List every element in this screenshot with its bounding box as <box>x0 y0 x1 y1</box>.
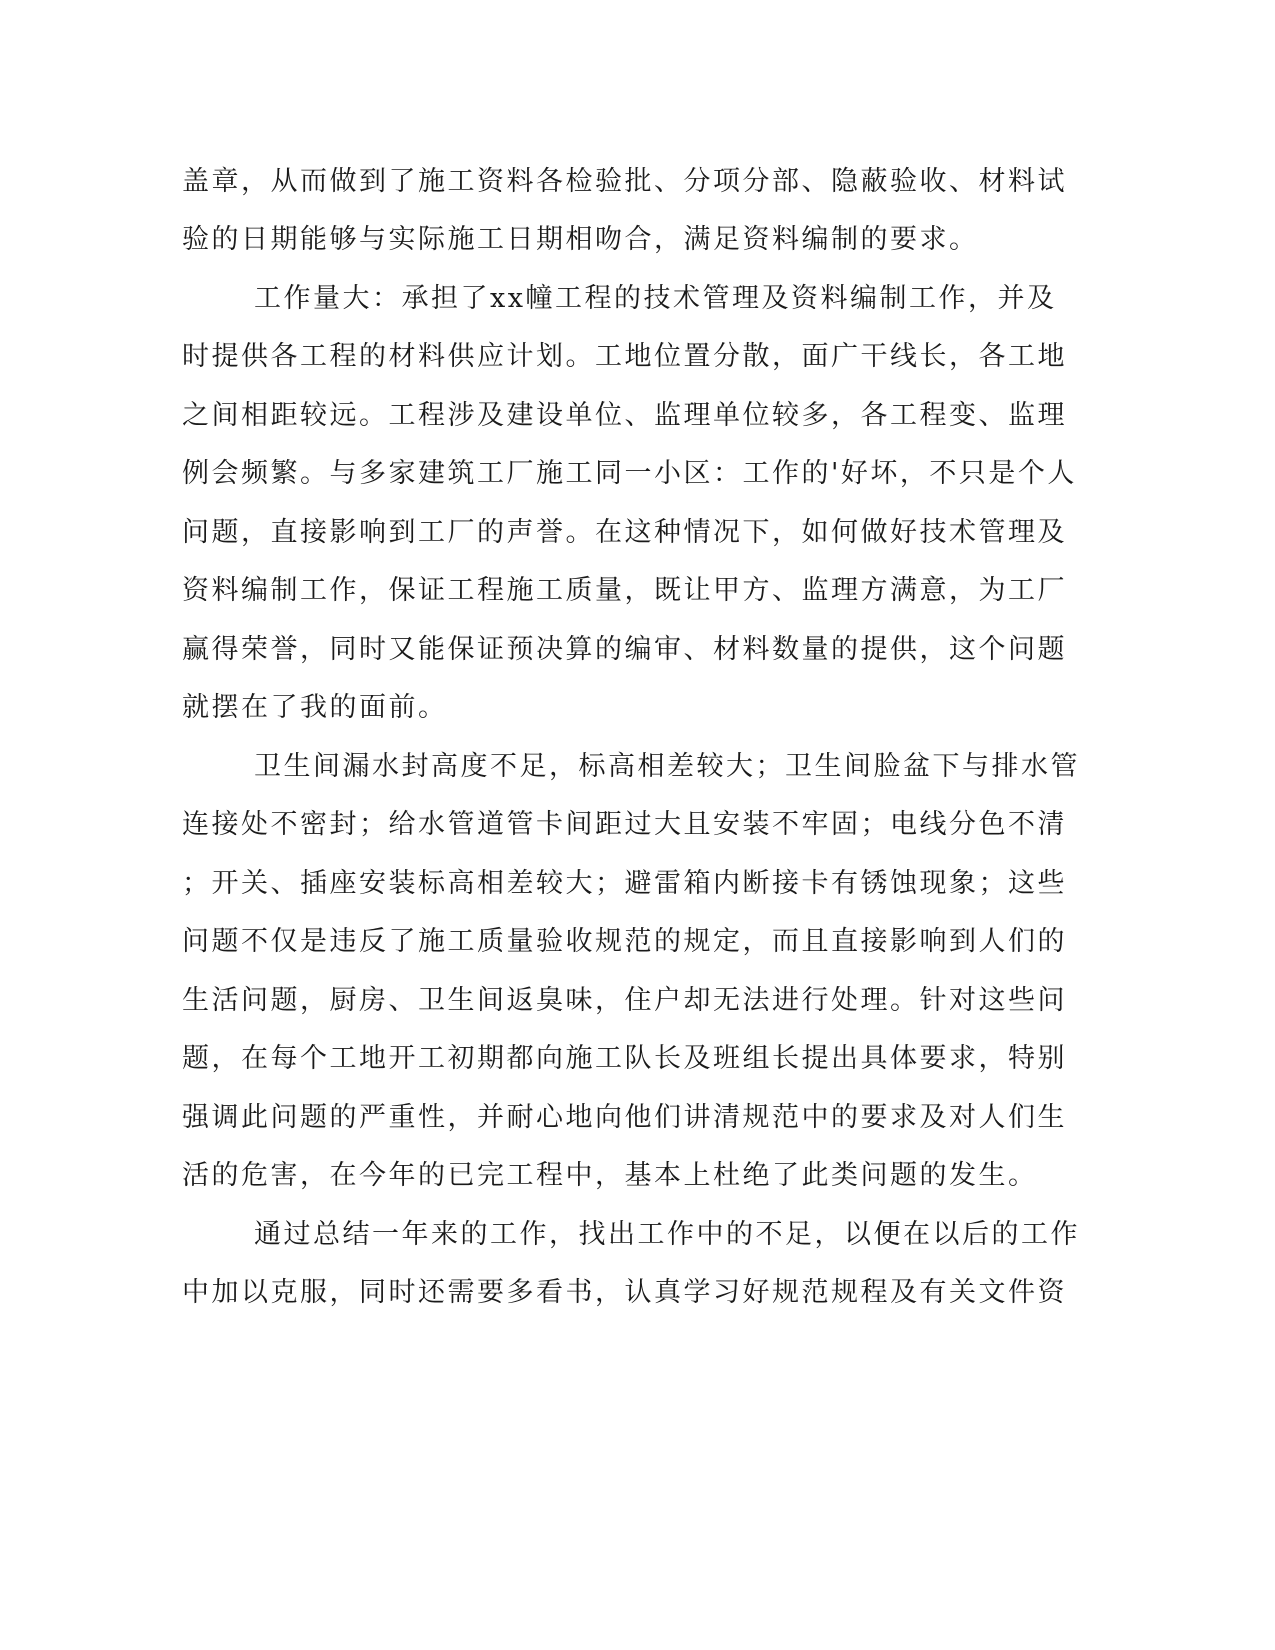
text-line: 赢得荣誉，同时又能保证预决算的编审、材料数量的提供，这个问题 <box>182 634 1067 665</box>
text-line: 验的日期能够与实际施工日期相吻合，满足资料编制的要求。 <box>182 224 979 255</box>
text-line: 连接处不密封；给水管道管卡间距过大且安装不牢固；电线分色不清 <box>182 809 1067 840</box>
text-line: 题，在每个工地开工初期都向施工队长及班组长提出具体要求，特别 <box>182 1043 1067 1074</box>
text-line: 之间相距较远。工程涉及建设单位、监理单位较多，各工程变、监理 <box>182 400 1067 431</box>
text-line: 生活问题，厨房、卫生间返臭味，住户却无法进行处理。针对这些问 <box>182 985 1067 1016</box>
text-line: 问题，直接影响到工厂的声誉。在这种情况下，如何做好技术管理及 <box>182 517 1067 548</box>
text-line: 就摆在了我的面前。 <box>182 692 448 723</box>
text-line: 问题不仅是违反了施工质量验收规范的规定，而且直接影响到人们的 <box>182 926 1067 957</box>
text-line: 强调此问题的严重性，并耐心地向他们讲清规范中的要求及对人们生 <box>182 1102 1067 1133</box>
text-line: 工作量大：承担了xx幢工程的技术管理及资料编制工作，并及 <box>254 283 1057 314</box>
text-line: 例会频繁。与多家建筑工厂施工同一小区：工作的'好坏，不只是个人 <box>182 458 1077 489</box>
text-line: ；开关、插座安装标高相差较大；避雷箱内断接卡有锈蚀现象；这些 <box>182 868 1067 899</box>
text-line: 时提供各工程的材料供应计划。工地位置分散，面广干线长，各工地 <box>182 341 1067 372</box>
text-line: 盖章，从而做到了施工资料各检验批、分项分部、隐蔽验收、材料试 <box>182 166 1067 197</box>
text-line: 资料编制工作，保证工程施工质量，既让甲方、监理方满意，为工厂 <box>182 575 1067 606</box>
text-line: 通过总结一年来的工作，找出工作中的不足，以便在以后的工作 <box>254 1219 1080 1250</box>
text-line: 卫生间漏水封高度不足，标高相差较大；卫生间脸盆下与排水管 <box>254 751 1080 782</box>
text-line: 中加以克服，同时还需要多看书，认真学习好规范规程及有关文件资 <box>182 1277 1067 1308</box>
text-line: 活的危害，在今年的已完工程中，基本上杜绝了此类问题的发生。 <box>182 1160 1038 1191</box>
